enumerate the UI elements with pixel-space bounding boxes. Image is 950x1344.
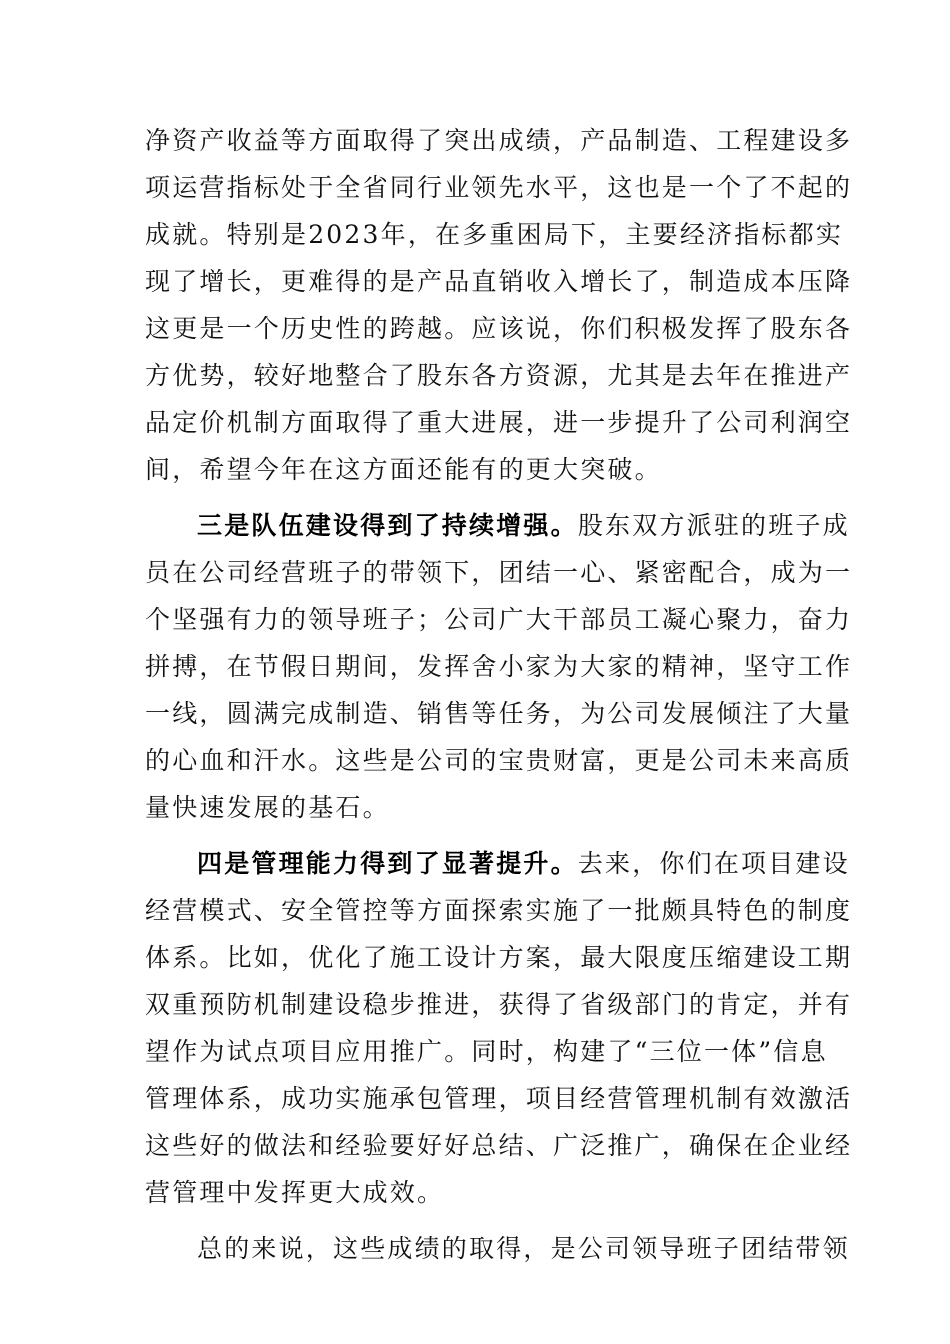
text-line: 总的来说，这些成绩的取得，是公司领导班子团结带领	[197, 1234, 850, 1263]
text-line: 量快速发展的基石。	[145, 793, 390, 822]
text-line: 这更是一个历史性的跨越。应该说，你们积极发挥了股东各	[145, 314, 853, 343]
paragraph-2	[145, 502, 853, 831]
heading-continuation: 去来，你们在项目建设	[577, 849, 850, 878]
text-line: 的心血和汗水。这些是公司的宝贵财富，更是公司未来高质	[145, 746, 853, 775]
heading-continuation: 股东双方派驻的班子成	[577, 511, 850, 540]
text-line: 品定价机制方面取得了重大进展，进一步提升了公司利润空	[145, 408, 853, 437]
paragraph-gap	[145, 493, 807, 502]
text-line: 体系。比如，优化了施工设计方案，最大限度压缩建设工期	[145, 943, 853, 972]
paragraph-gap	[145, 831, 807, 840]
body-text	[145, 117, 853, 1272]
text-line	[145, 502, 850, 549]
text-line: 双重预防机制建设稳步推进，获得了省级部门的肯定，并有	[145, 990, 853, 1019]
paragraph-3	[145, 840, 853, 1216]
text-line: 管理体系，成功实施承包管理，项目经营管理机制有效激活	[145, 1084, 853, 1113]
paragraph-1	[145, 117, 853, 493]
text-line: 现了增长，更难得的是产品直销收入增长了，制造成本压降	[145, 267, 853, 296]
paragraph-4	[145, 1225, 850, 1272]
text-line: 员在公司经营班子的带领下，团结一心、紧密配合，成为一	[145, 558, 853, 587]
text-line	[145, 840, 850, 887]
section-heading: 四是管理能力得到了显著提升。	[197, 849, 578, 878]
text-line: 望作为试点项目应用推广。同时，构建了“三位一体”信息	[145, 1037, 828, 1066]
text-line: 方优势，较好地整合了股东各方资源，尤其是去年在推进产	[145, 361, 853, 390]
text-line: 成就。特别是2023年，在多重困局下，主要经济指标都实	[145, 220, 844, 249]
text-line: 经营模式、安全管控等方面探索实施了一批颇具特色的制度	[145, 896, 853, 925]
text-line: 这些好的做法和经验要好好总结、广泛推广，确保在企业经	[145, 1131, 853, 1160]
text-line: 一线，圆满完成制造、销售等任务，为公司发展倾注了大量	[145, 699, 853, 728]
text-line: 营管理中发挥更大成效。	[145, 1178, 445, 1207]
section-heading: 三是队伍建设得到了持续增强。	[197, 511, 578, 540]
text-line: 间，希望今年在这方面还能有的更大突破。	[145, 455, 662, 484]
text-line: 净资产收益等方面取得了突出成绩，产品制造、工程建设多	[145, 126, 853, 155]
paragraph-gap	[145, 1216, 807, 1225]
text-line: 个坚强有力的领导班子；公司广大干部员工凝心聚力，奋力	[145, 605, 853, 634]
text-line: 拼搏，在节假日期间，发挥舍小家为大家的精神，坚守工作	[145, 652, 853, 681]
text-line: 项运营指标处于全省同行业领先水平，这也是一个了不起的	[145, 173, 853, 202]
